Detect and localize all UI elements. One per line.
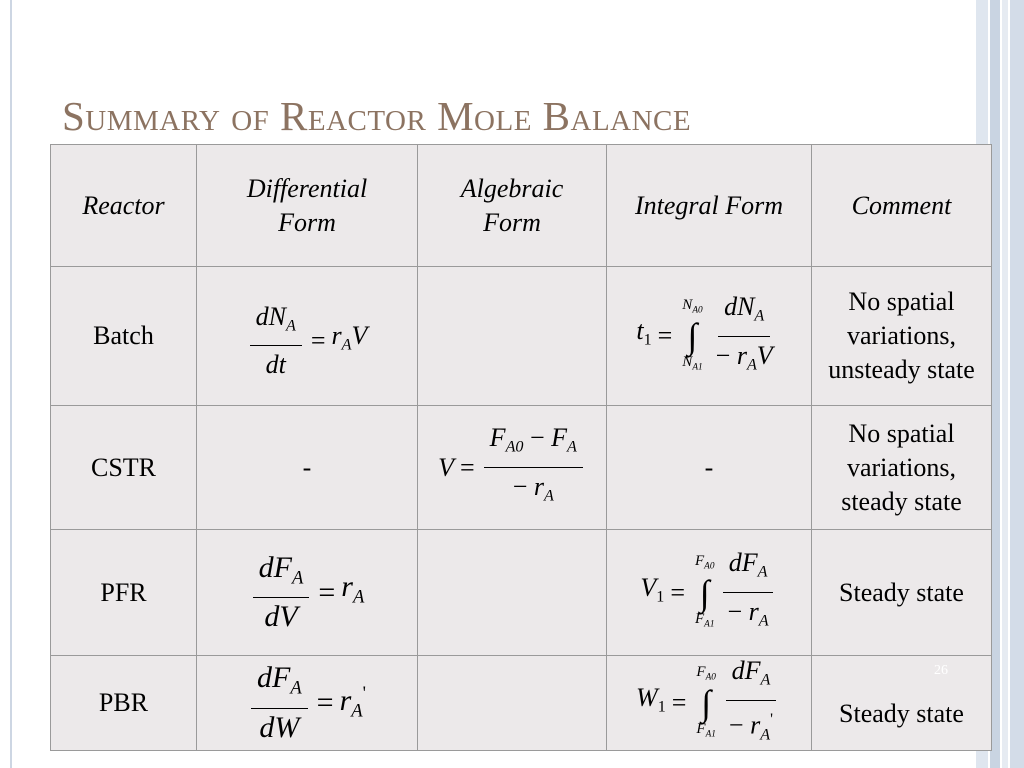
header-integral: Integral Form bbox=[607, 145, 812, 267]
pfr-integral-equation: $V_1$ = $F_{A0}$ ∫ $F_{A1}$ $\frac{dF_A}{- r_A}$ bbox=[607, 548, 811, 636]
pbr-differential-equation: $\frac{dF_A}{dW}$ = $r_A'$ bbox=[197, 663, 417, 743]
slide-title: Summary of Reactor Mole Balance bbox=[62, 93, 692, 139]
reactor-name: Batch bbox=[51, 267, 197, 406]
page-number: 26 bbox=[934, 663, 948, 678]
table-row bbox=[51, 406, 992, 530]
differential-form bbox=[197, 267, 418, 406]
differential-form bbox=[197, 656, 418, 751]
comment: Steady state bbox=[812, 530, 992, 656]
header-differential: Differential Form bbox=[197, 145, 418, 267]
integral-form bbox=[607, 656, 812, 751]
differential-form: - bbox=[197, 406, 418, 530]
integral-form bbox=[607, 267, 812, 406]
comment: No spatial variations, unsteady state bbox=[812, 267, 992, 406]
algebraic-form bbox=[418, 406, 607, 530]
integral-form: - bbox=[607, 406, 812, 530]
header-algebraic: Algebraic Form bbox=[418, 145, 607, 267]
algebraic-form bbox=[418, 656, 607, 751]
table-row bbox=[51, 267, 992, 406]
reactor-name: PBR bbox=[51, 656, 197, 751]
comment: No spatial variations, steady state bbox=[812, 406, 992, 530]
table-row bbox=[51, 656, 992, 751]
differential-form bbox=[197, 530, 418, 656]
pfr-differential-equation: $\frac{dF_A}{dV}$ = $r_A$ bbox=[197, 553, 417, 633]
table-row bbox=[51, 530, 992, 656]
pbr-integral-equation: $W_1$ = $F_{A0}$ ∫ $F_{A1}$ $\frac{dF_A}{- r_A'}$ bbox=[607, 656, 811, 750]
batch-differential-equation: $\frac{dN_A}{dt}$ = $r_AV$ bbox=[197, 292, 417, 381]
summary-table bbox=[50, 144, 992, 751]
reactor-name: PFR bbox=[51, 530, 197, 656]
header-comment: Comment bbox=[812, 145, 992, 267]
batch-integral-equation: $t_1$ = $N_{A0}$ ∫ $N_{A1}$ $\frac{dN_A}{- r_AV}$ bbox=[636, 291, 773, 374]
comment: Steady state bbox=[812, 656, 992, 751]
header-row bbox=[51, 145, 992, 267]
algebraic-form bbox=[418, 267, 607, 406]
algebraic-form bbox=[418, 530, 607, 656]
integral-form bbox=[607, 530, 812, 656]
cstr-algebraic-equation: V = $\frac{F_{A0} - F_A}{- r_A}$ bbox=[418, 423, 606, 511]
left-decor-line bbox=[10, 0, 12, 768]
header-reactor: Reactor bbox=[51, 145, 197, 267]
reactor-name: CSTR bbox=[51, 406, 197, 530]
